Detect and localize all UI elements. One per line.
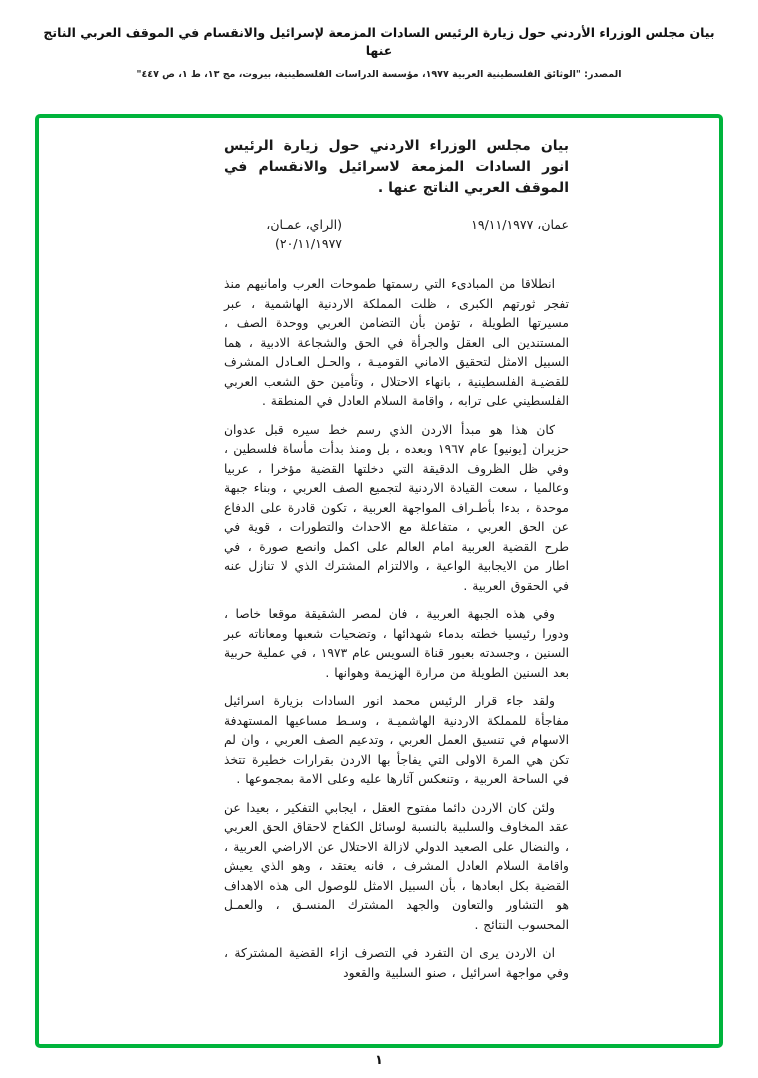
document-title: بيان مجلس الوزراء الاردني حول زيارة الرئيس انور السادات المزمعة لاسرائيل والانقسام في الموقف العربي الناتج عنها . [224,138,569,196]
paragraph: انطلاقا من المبادىء التي رسمتها طموحات العرب وامانيهم منذ تفجر ثورتهم الكبرى ، ظلت المملكة الاردنية الهاشمية ، عبر مسيرتها الطويلة ، تؤمن بأن التضامن العربي ووحدة الصف ، المستندين الى العقل والجرأة في الحق والشجاعة الادبية ، هما السبيل الامثل لتحقيق الاماني القوميـة ، والحـل العـادل المشرف للقضيـة الفلسطينية ، بانهاء الاحتلال ، وتأمين حق الشعب العربي الفلسطيني على ترابه ، واقامة السلام العادل في المنطقة . [224,277,569,408]
page-number: ١ [375,1053,383,1068]
paragraph: ان الاردن يرى ان التفرد في التصرف ازاء القضية المشتركة ، وفي مواجهة اسرائيل ، صنو السلبية والقعود [224,946,569,980]
dateline-place-date: عمان، ١٩/١١/١٩٧٧ [471,217,569,232]
document-text-column [224,136,569,992]
dateline [224,215,569,253]
paragraph: كان هذا هو مبدأ الاردن الذي رسم خط سيره قبل عدوان حزيران [يونيو] عام ١٩٦٧ وبعده ، بل ومنذ بدأت مأساة فلسطين ، وفي ظل الظروف الدقيقة التي دخلتها القضية مؤخرا ، عربيا وعالميا ، سعت القيادة الاردنية لتجميع الصف العربي ، وبناء جبهة موحدة ، بدءا بأطـراف المواجهة العربية ، تكون قادرة على الدفاع عن الحق العربي ، متفاعلة مع الاحداث والتطورات ، قوية في طرح القضية العربية امام العالم على اكمل وانصع صورة ، في اطار من الايجابية الواعية ، والالتزام المشترك الذي لا تنازل عنه في الحقوق العربية . [224,422,569,593]
header-source: المصدر: "الوثائق الفلسطينية العربية ١٩٧٧، مؤسسة الدراسات الفلسطينية، بيروت، مج ١٣، ط ١، ص ٤٤٧" [136,69,622,80]
page-header [0,24,758,80]
document-body [224,275,569,983]
header-title: بيان مجلس الوزراء الأردني حول زيارة الرئيس السادات المزمعة لإسرائيل والانقسام في الموقف العربي الناتج عنها [43,25,715,58]
paragraph: ولقد جاء قرار الرئيس محمد انور السادات بزيارة اسرائيل مفاجأة للمملكة الاردنية الهاشميـة ، وسـط مساعيها المستهدفة الاسهام في تنسيق العمل العربي ، وتدعيم الصف العربي ، وان لم تكن هي المرة الاولى التي يفاجأ بها الاردن بقرارات خطيرة تتخذ في الساحة العربية ، وتنعكس آثارها عليه وعلى الامة بمجموعها . [224,694,569,786]
dateline-source-reference: (الراي، عمـان، ٢٠/١١/١٩٧٧) [266,217,342,251]
paragraph: وفي هذه الجبهة العربية ، فان لمصر الشقيقة موقعا خاصا ، ودورا رئيسيا خطته بدماء شهدائها ، وتضحيات شعبها ومعاناته عبر السنين ، وجسدته بعبور قناة السويس عام ١٩٧٣ ، في عملية حربية بعد السنين الطويلة من مرارة الهزيمة وهوانها . [224,607,569,680]
paragraph: ولئن كان الاردن دائما مفتوح العقل ، ايجابي التفكير ، بعيدا عن عقد المخاوف والسلبية بالنسبة لوسائل الكفاح لاحقاق الحق العربي ، والنضال على الصعيد الدولي لازالة الاحتلال عن الاراضي العربية ، واقامة السلام العادل المشرف ، فانه يعتقد ، وهو الذي يعيش القضية بكل ابعادها ، بأن السبيل الامثل للوصول الى هذه الاهداف هو التشاور والتعاون والجهد المشترك المنسـق ، والعمـل المحسوب النتائج . [224,800,569,932]
document-frame [35,114,723,1048]
